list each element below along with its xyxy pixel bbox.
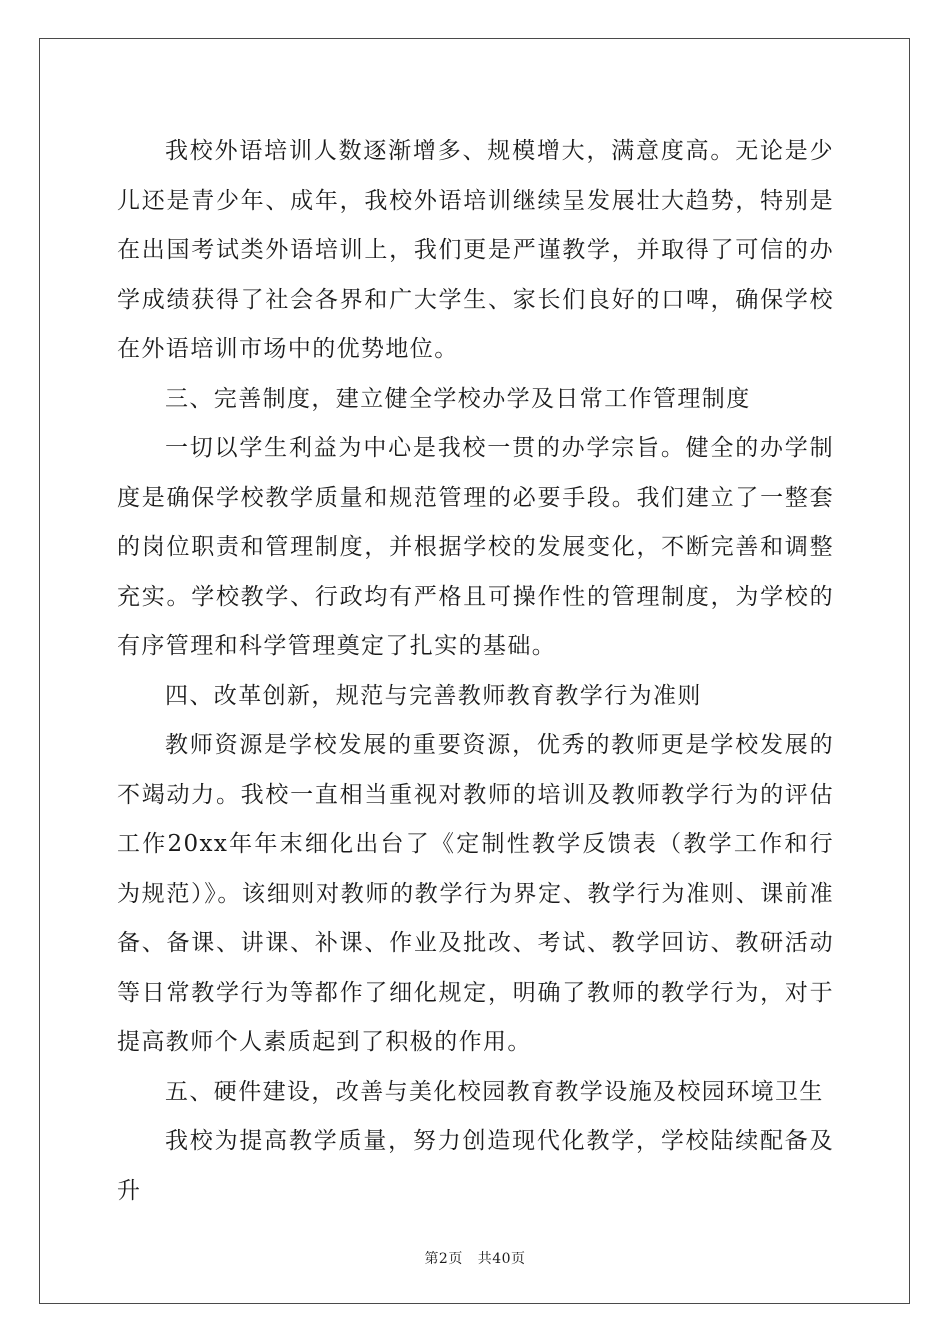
section-heading-3: 三、完善制度，建立健全学校办学及日常工作管理制度 xyxy=(165,385,751,412)
page-total: 共40页 xyxy=(477,1251,526,1267)
page-number: 第2页 xyxy=(424,1251,463,1267)
document-body xyxy=(117,127,834,1216)
paragraph-management-system: 一切以学生利益为中心是我校一贯的办学宗旨。健全的办学制度是确保学校教学质量和规范管理的必要手段。我们建立了一整套的岗位职责和管理制度，并根据学校的发展变化，不断完善和调整充实。学校教学、行政均有严格且可操作性的管理制度，为学校的有序管理和科学管理奠定了扎实的基础。 xyxy=(117,435,834,659)
paragraph-teacher-conduct: 教师资源是学校发展的重要资源，优秀的教师更是学校发展的不竭动力。我校一直相当重视对教师的培训及教师教学行为的评估工作20xx年年末细化出台了《定制性教学反馈表（教学工作和行为规范）》。该细则对教师的教学行为界定、教学行为准则、课前准备、备课、讲课、补课、作业及批改、考试、教学回访、教研活动等日常教学行为等都作了细化规定，明确了教师的教学行为，对于提高教师个人素质起到了积极的作用。 xyxy=(117,732,834,1055)
paragraph-hardware: 我校为提高教学质量，努力创造现代化教学，学校陆续配备及升 xyxy=(117,1128,834,1204)
section-heading-5: 五、硬件建设，改善与美化校园教育教学设施及校园环境卫生 xyxy=(165,1078,824,1105)
section-heading-4: 四、改革创新，规范与完善教师教育教学行为准则 xyxy=(165,682,702,709)
page-footer xyxy=(0,1248,950,1268)
paragraph-enrollment: 我校外语培训人数逐渐增多、规模增大，满意度高。无论是少儿还是青少年、成年，我校外语培训继续呈发展壮大趋势，特别是在出国考试类外语培训上，我们更是严谨教学，并取得了可信的办学成绩获得了社会各界和广大学生、家长们良好的口啤，确保学校在外语培训市场中的优势地位。 xyxy=(117,138,834,362)
